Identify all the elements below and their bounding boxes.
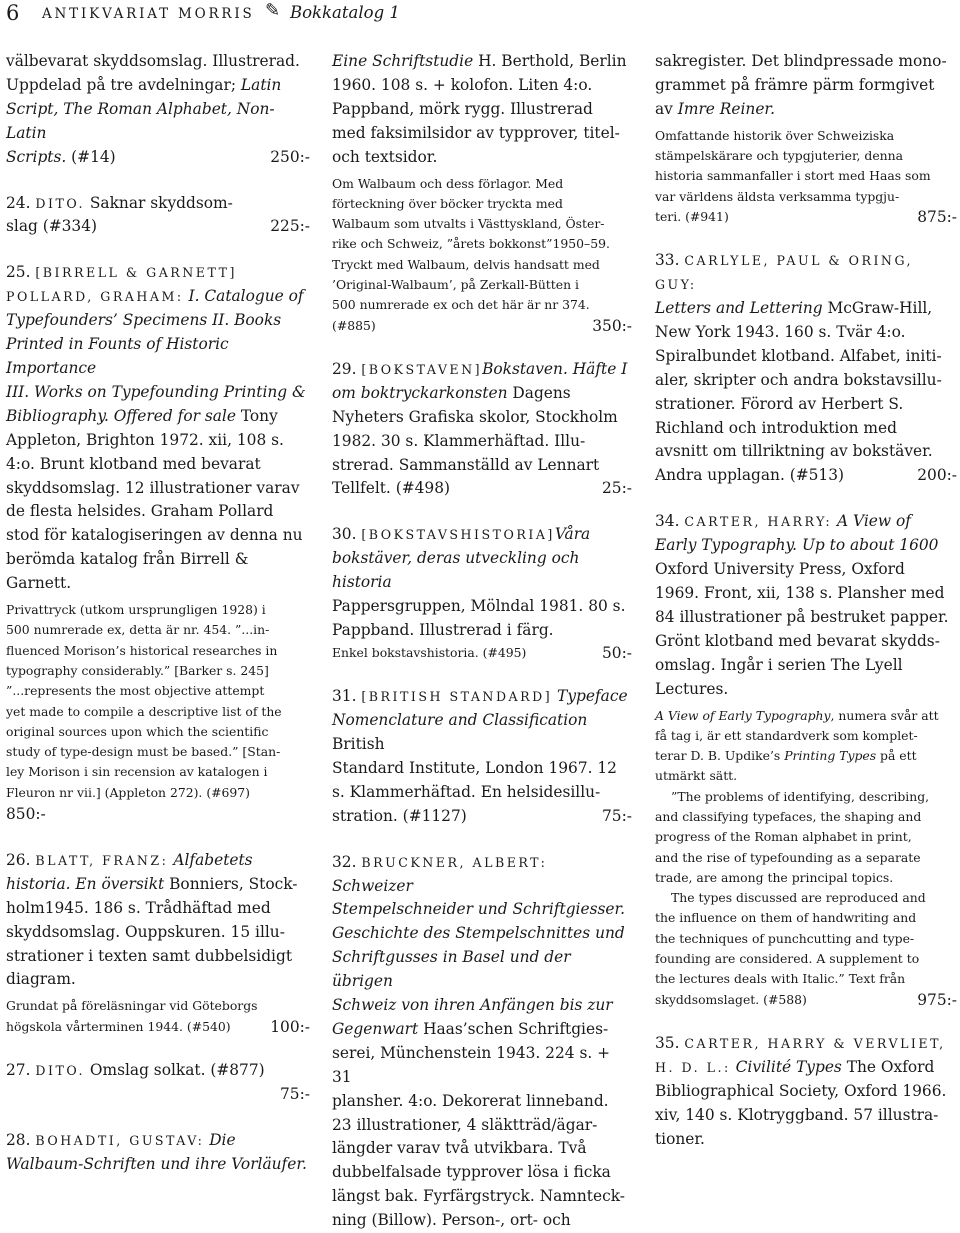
text-line: ley Morison i sin recension av katalogen i bbox=[6, 764, 268, 780]
text-line bbox=[655, 706, 957, 726]
text-line bbox=[332, 316, 632, 336]
text-line bbox=[6, 50, 310, 74]
text-span: Typeface bbox=[552, 687, 628, 706]
text-line bbox=[332, 50, 632, 74]
text-span: Bokstaven. Häfte I bbox=[482, 359, 628, 378]
text-line: Om Walbaum och dess förlagor. Med bbox=[332, 175, 564, 191]
text-line: stod för katalogiseringen av denna nu bbox=[6, 526, 303, 545]
text-line bbox=[332, 1018, 632, 1042]
text-line bbox=[655, 990, 957, 1010]
text-line: var världens äldsta verksamma typgju- bbox=[655, 188, 900, 204]
text-line: diagram. bbox=[6, 970, 76, 989]
text-span: Imre Reiner. bbox=[677, 99, 775, 118]
text-span: A View of Early Typography bbox=[655, 707, 831, 723]
text-line: Standard Institute, London 1967. 12 bbox=[332, 758, 617, 777]
text-line bbox=[332, 685, 632, 709]
text-span: Bonniers, Stock- bbox=[164, 874, 298, 893]
text-line: skyddsomslag. Ouppskuren. 15 illu- bbox=[6, 922, 285, 941]
text-span: [BOKSTAVSHISTORIA] bbox=[361, 527, 555, 543]
text-line bbox=[6, 405, 310, 429]
text-span: The Oxford bbox=[841, 1057, 935, 1076]
text-line: strerad. Sammanställd av Lennart bbox=[332, 455, 600, 474]
text-line bbox=[6, 146, 310, 170]
text-span: (#14) bbox=[66, 147, 116, 166]
text-span: Alfabetets bbox=[168, 850, 253, 869]
entry-26 bbox=[6, 849, 310, 1037]
text-span: Letters and Lettering bbox=[655, 299, 823, 318]
text-line bbox=[6, 1059, 310, 1083]
text-line bbox=[6, 285, 310, 309]
text-span: BRUCKNER, ALBERT: bbox=[361, 854, 548, 870]
text-line: utmärkt sätt. bbox=[655, 768, 738, 784]
text-line: ning (Billow). Person-, ort- och bbox=[332, 1211, 571, 1230]
price: 350:- bbox=[592, 316, 632, 335]
text-line: Oxford University Press, Oxford bbox=[655, 560, 905, 579]
text-span: Eine Schriftstudie bbox=[332, 52, 474, 70]
text-line: Typefounders’ Specimens II. Books bbox=[6, 311, 282, 330]
text-span: H. D. L.: bbox=[655, 1059, 731, 1075]
entry-24 bbox=[6, 192, 310, 240]
text-line bbox=[655, 746, 957, 766]
text-line bbox=[332, 477, 632, 501]
text-span: högskola vårterminen 1944. (#540) bbox=[6, 1018, 231, 1034]
text-line: and classifying typefaces, the shaping and bbox=[655, 809, 922, 824]
text-span: Tellfelt. (#498) bbox=[332, 479, 450, 498]
price: 200:- bbox=[917, 466, 957, 485]
page-number: 6 bbox=[6, 1, 20, 25]
text-line bbox=[6, 215, 310, 239]
text-line bbox=[655, 1056, 957, 1080]
text-span: (#885) bbox=[332, 317, 376, 333]
text-span: CARTER, HARRY: bbox=[684, 514, 833, 530]
text-line: Schweiz von ihren Anfängen bis zur bbox=[332, 996, 613, 1015]
text-span: , numera svår att bbox=[830, 707, 939, 723]
text-line: 84 illustrationer på bestruket papper. bbox=[655, 607, 949, 626]
text-line: and the rise of typefounding as a separate bbox=[655, 849, 921, 865]
text-line: Printed in Founts of Historic Importance bbox=[6, 335, 229, 377]
text-line: historia sammanfaller i stort med Haas som bbox=[655, 168, 931, 184]
text-line: med faksimilsidor av typprover, titel- bbox=[332, 123, 620, 142]
text-span: Bibliography. Offered for sale bbox=[6, 406, 236, 425]
price: 75:- bbox=[602, 806, 632, 825]
text-line: ’Original-Walbaum’, på Zerkall-Bütten i bbox=[332, 277, 579, 293]
column-1 bbox=[6, 50, 310, 1173]
quill-ornament-icon: ✎ bbox=[265, 0, 281, 21]
text-span: A View of bbox=[832, 512, 911, 531]
text-line: Bibliographical Society, Oxford 1966. bbox=[655, 1081, 947, 1100]
text-span: på ett bbox=[876, 748, 917, 764]
text-line: aler, skripter och andra bokstavsillu- bbox=[655, 370, 942, 389]
text-line bbox=[332, 523, 632, 547]
text-line: 500 numrerade ex, detta är nr. 454. ”...in- bbox=[6, 622, 270, 638]
text-line: skyddsomslag. 12 illustrationer varav bbox=[6, 478, 300, 497]
entry-note bbox=[655, 706, 957, 1010]
text-line bbox=[6, 1017, 310, 1037]
entry-32 bbox=[332, 851, 632, 1233]
text-span: av bbox=[655, 99, 678, 118]
price: 250:- bbox=[270, 147, 310, 166]
text-line: 1969. Front, xii, 138 s. Plansher med bbox=[655, 583, 945, 602]
text-line: 500 numrerade ex och det här är nr 374. bbox=[332, 297, 590, 313]
text-line: Richland och introduktion med bbox=[655, 418, 897, 437]
entry-number: 35. bbox=[655, 1033, 680, 1052]
text-line: founding are considered. A supplement to bbox=[655, 951, 920, 967]
text-line: längst bak. Fyrfärgstryck. Namnteck- bbox=[332, 1187, 625, 1206]
text-line: och textsidor. bbox=[332, 147, 438, 166]
text-span: [BRITISH STANDARD] bbox=[361, 689, 553, 705]
text-line: 23 illustrationer, 4 släktträd/ägar- bbox=[332, 1115, 598, 1134]
text-span: slag (#334) bbox=[6, 217, 98, 236]
text-line: the lectures deals with Italic.” Text från bbox=[655, 971, 906, 987]
price: 225:- bbox=[270, 217, 310, 236]
text-line bbox=[655, 1032, 957, 1056]
text-span: BLATT, FRANZ: bbox=[35, 852, 169, 868]
entry-number: 25. bbox=[6, 263, 31, 282]
entry-number: 24. bbox=[6, 193, 31, 212]
text-line: plansher. 4:o. Dekorerat linneband. bbox=[332, 1091, 609, 1110]
text-line: yet made to compile a descriptive list of the bbox=[6, 703, 282, 719]
column-3 bbox=[655, 50, 957, 1148]
text-line bbox=[6, 261, 310, 285]
text-line: III. Works on Typefounding Printing & bbox=[6, 382, 306, 401]
text-line bbox=[332, 358, 632, 382]
text-span: McGraw-Hill, bbox=[822, 299, 933, 318]
text-line: ”...represents the most objective attempt bbox=[6, 683, 265, 699]
text-line: Omfattande historik över Schweiziska bbox=[655, 127, 895, 143]
text-line: progress of the Roman alphabet in print, bbox=[655, 829, 912, 845]
entry-33 bbox=[655, 249, 957, 488]
text-span: historia. En översikt bbox=[6, 874, 165, 893]
text-line: study of type-design must be based.” [Stan- bbox=[6, 744, 281, 760]
text-line bbox=[655, 249, 957, 297]
text-span: [BIRRELL & GARNETT] bbox=[35, 265, 237, 281]
running-header bbox=[0, 0, 960, 30]
text-line bbox=[655, 98, 957, 122]
entry-29 bbox=[332, 358, 632, 501]
text-span: Enkel bokstavshistoria. (#495) bbox=[332, 644, 527, 660]
entry-32-continued bbox=[655, 50, 957, 227]
text-line: 1982. 30 s. Klammerhäftad. Illu- bbox=[332, 431, 586, 450]
price: 25:- bbox=[602, 479, 632, 498]
entry-28 bbox=[6, 1129, 310, 1177]
text-line: the techniques of punchcutting and type- bbox=[655, 930, 915, 946]
column-2 bbox=[332, 50, 632, 1230]
entry-note bbox=[655, 126, 957, 227]
entry-number: 33. bbox=[655, 251, 680, 270]
catalogue-subtitle: Bokkatalog 1 bbox=[290, 3, 400, 22]
text-span: Saknar skyddsom- bbox=[89, 193, 233, 212]
text-line bbox=[6, 849, 310, 873]
text-span: Printing Types bbox=[784, 748, 877, 764]
text-line: få tag i, är ett standardverk som komplet- bbox=[655, 727, 918, 743]
entry-34 bbox=[655, 510, 957, 1010]
text-line: 1960. 108 s. + kolofon. Liten 4:o. bbox=[332, 75, 593, 94]
text-line: original sources upon which the scientific bbox=[6, 723, 269, 739]
entry-number: 32. bbox=[332, 852, 357, 871]
text-span: stration. (#1127) bbox=[332, 806, 467, 825]
text-line: Stempelschneider und Schriftgiesser. bbox=[332, 900, 626, 919]
text-line: trade, are among the principal topics. bbox=[655, 869, 894, 885]
text-span: Omslag solkat. (#877) bbox=[89, 1060, 265, 1079]
text-span: H. Berthold, Berlin bbox=[473, 52, 627, 70]
text-line: Pappersgruppen, Mölndal 1981. 80 s. bbox=[332, 597, 626, 616]
text-span: POLLARD, GRAHAM: bbox=[6, 289, 184, 305]
text-line: dubbelfalsade typprover lösa i ficka bbox=[332, 1163, 611, 1182]
text-line: Script, The Roman Alphabet, Non-Latin bbox=[6, 99, 275, 142]
text-span: om boktryckarkonsten bbox=[332, 383, 508, 402]
text-line: Geschichte des Stempelschnittes und bbox=[332, 924, 625, 943]
text-line: omslag. Ingår i serien The Lyell bbox=[655, 655, 903, 674]
text-span: Haas’schen Schriftgies- bbox=[418, 1019, 609, 1038]
text-line: rike och Schweiz, ”årets bokkonst”1950–59. bbox=[332, 236, 610, 252]
text-span: Latin bbox=[240, 75, 282, 94]
text-line bbox=[655, 207, 957, 227]
text-line: xiv, 140 s. Klotryggband. 57 illustra- bbox=[655, 1105, 939, 1124]
price: 100:- bbox=[270, 1017, 310, 1036]
text-line: Appleton, Brighton 1972. xii, 108 s. bbox=[6, 430, 284, 449]
text-line: Walbaum som utvalts i Västtyskland, Öster- bbox=[332, 216, 605, 232]
text-span: [BOKSTAVEN] bbox=[361, 361, 483, 377]
text-line: 4:o. Brunt klotband med bevarat bbox=[6, 454, 261, 473]
text-span: Dagens bbox=[507, 383, 571, 402]
entry-31 bbox=[332, 685, 632, 828]
text-span: BOHADTI, GUSTAV: bbox=[35, 1132, 205, 1148]
text-line: Nyheters Grafiska skolor, Stockholm bbox=[332, 407, 618, 426]
text-span: Die bbox=[204, 1130, 236, 1149]
entry-number: 27. bbox=[6, 1060, 31, 1079]
text-span: Gegenwart bbox=[332, 1019, 419, 1038]
text-line: grammet på främre pärm formgivet bbox=[655, 75, 935, 94]
text-line: Spiralbundet klotband. Alfabet, initi- bbox=[655, 346, 942, 365]
text-line bbox=[655, 297, 957, 321]
text-line bbox=[332, 805, 632, 829]
text-line bbox=[6, 192, 310, 216]
text-span: välbevarat skyddsomslag. Illustrerad. bbox=[6, 52, 300, 70]
text-line: Lectures. bbox=[655, 679, 729, 698]
text-span: CARLYLE, PAUL & ORING, GUY: bbox=[655, 253, 914, 293]
text-line: s. Klammerhäftad. En helsidesillu- bbox=[332, 782, 601, 801]
text-line: Schriftgusses in Basel und der übrigen bbox=[332, 948, 571, 991]
price: 850:- bbox=[6, 805, 46, 823]
entry-number: 34. bbox=[655, 512, 680, 531]
text-line: New York 1943. 160 s. Tvär 4:o. bbox=[655, 322, 906, 341]
text-span: teri. (#941) bbox=[655, 208, 729, 224]
text-line: berömda katalog från Birrell & bbox=[6, 550, 249, 569]
text-span: Schweizer bbox=[332, 876, 413, 895]
text-line bbox=[6, 1129, 310, 1153]
text-line: Grönt klotband med bevarat skydds- bbox=[655, 631, 940, 650]
text-line: fluenced Morison’s historical researches in bbox=[6, 642, 278, 658]
text-line: stämpelskärare och typgjuterier, denna bbox=[655, 148, 904, 164]
text-line: Walbaum-Schriften und ihre Vorläufer. bbox=[6, 1154, 307, 1173]
text-line bbox=[332, 643, 632, 663]
text-line: de flesta helsides. Graham Pollard bbox=[6, 502, 274, 521]
text-line bbox=[332, 709, 632, 757]
text-line: strationer. Förord av Herbert S. bbox=[655, 394, 904, 413]
text-line: the influence on them of handwriting and bbox=[655, 910, 917, 926]
text-line: typography considerably.” [Barker s. 245] bbox=[6, 662, 269, 678]
entry-number: 28. bbox=[6, 1130, 31, 1149]
text-line: längder varav två utvikbara. Två bbox=[332, 1139, 587, 1158]
text-line bbox=[332, 851, 632, 899]
entry-number: 29. bbox=[332, 359, 357, 378]
text-line: Pappband, mörk rygg. Illustrerad bbox=[332, 99, 593, 118]
text-span: Scripts. bbox=[6, 147, 67, 166]
entry-25 bbox=[6, 261, 310, 827]
text-line: Grundat på föreläsningar vid Göteborgs bbox=[6, 998, 258, 1014]
text-line: strationer i texten samt dubbelsidigt bbox=[6, 946, 293, 965]
text-line bbox=[332, 382, 632, 406]
text-line bbox=[655, 510, 957, 534]
text-span: Andra upplagan. (#513) bbox=[655, 466, 845, 485]
text-line: Fleuron nr vii.] (Appleton 272). (#697) bbox=[6, 784, 251, 800]
text-line: serei, Münchenstein 1943. 224 s. + 31 bbox=[332, 1043, 611, 1086]
text-span: Uppdelad på tre avdelningar; bbox=[6, 75, 237, 94]
entry-note bbox=[332, 174, 632, 336]
text-span: DITO. bbox=[35, 1062, 85, 1078]
entry-27 bbox=[6, 1059, 310, 1107]
entry-35 bbox=[655, 1032, 957, 1152]
catalogue-name: ANTIKVARIAT MORRIS bbox=[42, 6, 255, 22]
entry-continued bbox=[6, 50, 310, 170]
text-line: bokstäver, deras utveckling och historia bbox=[332, 549, 580, 592]
price: 875:- bbox=[917, 207, 957, 226]
price: 75:- bbox=[280, 1084, 310, 1103]
text-span: Nomenclature and Classification bbox=[332, 711, 588, 730]
entry-number: 31. bbox=[332, 687, 357, 706]
entry-28-continued bbox=[332, 50, 632, 336]
text-line bbox=[655, 464, 957, 488]
text-span: Civilité Types bbox=[730, 1057, 842, 1076]
text-line: Privattryck (utkom ursprungligen 1928) i bbox=[6, 602, 266, 618]
price: 975:- bbox=[917, 990, 957, 1009]
text-line: tioner. bbox=[655, 1129, 705, 1148]
text-line: avsnitt om tillriktning av bokstäver. bbox=[655, 442, 933, 461]
entry-number: 26. bbox=[6, 850, 31, 869]
text-line: Early Typography. Up to about 1600 bbox=[655, 536, 939, 555]
entry-number: 30. bbox=[332, 525, 357, 544]
entry-30 bbox=[332, 523, 632, 663]
text-line: sakregister. Det blindpressade mono- bbox=[655, 52, 947, 70]
text-line bbox=[6, 74, 310, 98]
text-line: Tryckt med Walbaum, delvis handsatt med bbox=[332, 256, 600, 272]
text-span: CARTER, HARRY & VERVLIET, bbox=[684, 1035, 946, 1051]
text-span: DITO. bbox=[35, 195, 85, 211]
price: 50:- bbox=[602, 643, 632, 662]
text-line: förteckning över böcker tryckta med bbox=[332, 195, 563, 211]
text-line: Garnett. bbox=[6, 574, 72, 593]
text-span: Tony bbox=[235, 406, 278, 425]
entry-note bbox=[6, 600, 310, 803]
text-span: skyddsomslaget. (#588) bbox=[655, 991, 807, 1007]
text-span: I. Catalogue of bbox=[183, 287, 304, 306]
text-line: Pappband. Illustrerad i färg. bbox=[332, 620, 554, 639]
text-line bbox=[6, 873, 310, 897]
text-line: holm1945. 186 s. Trådhäftad med bbox=[6, 898, 271, 917]
text-span: Våra bbox=[554, 525, 591, 544]
text-line: ”The problems of identifying, describing, bbox=[671, 788, 930, 804]
entry-note bbox=[6, 996, 310, 1037]
text-span: terar D. B. Updike’s bbox=[655, 748, 785, 764]
text-line: The types discussed are reproduced and bbox=[671, 890, 926, 906]
text-span: British bbox=[332, 734, 385, 753]
